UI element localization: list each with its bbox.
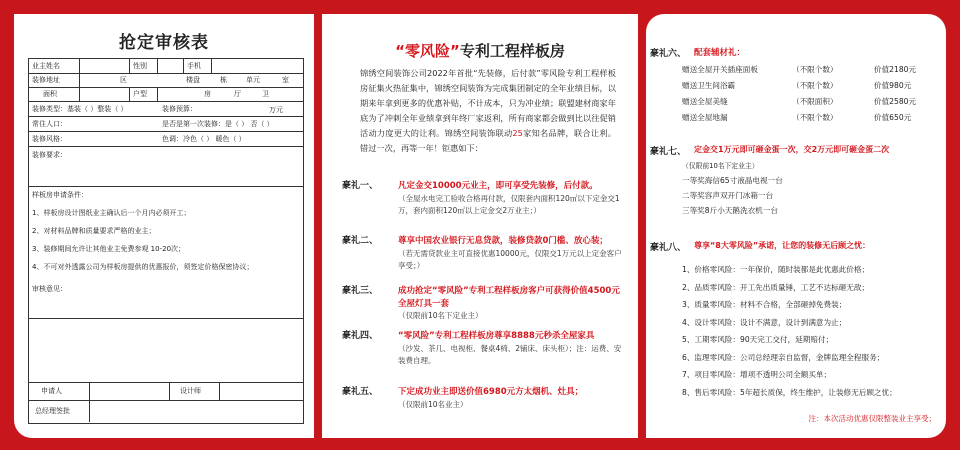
audit-form-panel [14,14,314,438]
prize-item: 二等奖容声双开门冰箱一台 [682,191,774,200]
unit-label: 单元 [246,76,260,84]
form-title: 抢定审核表 [119,33,209,53]
promo-panel [322,14,638,438]
review-area[interactable] [29,318,303,383]
gift-headline: 成功抢定“零风险”专利工程样板房客户可获得价值4500元全屋灯具一套 [398,286,620,309]
gift-detail: （若无需贷款业主可直接优惠10000元，仅限交1万元以上定金客户享受；） [398,248,622,270]
reno-type-field[interactable]: 装修类型：基装（ ）整装（ ） [32,104,128,113]
condition-item: 2、对材料品牌和质量要求严格的业主； [32,227,156,235]
gift-label: 豪礼二、 [342,236,379,246]
owner-name-label: 业主姓名 [32,62,60,70]
condition-item: 4、不可对外透露公司为样板房提供的优惠报价，须签定价格保密协议； [32,263,254,271]
risk-item: 6、监理零风险：公司总经理亲自监督，金牌监理全程服务； [682,352,885,362]
intro-text-a: 锦绣空间装饰公司2022年首批“先装修，后付款”零风险专利工程样板房征集火热征集中，锦绣空间装饰为完成集团制定的全年业绩目标，以期来年拿到更多的优惠补贴，不计成本，只为冲业绩；联盟建材商家年底为了冲刺全年业绩拿到年终厂家返利，所有商家都会做到比以往促销活动力度更大的让利。锦绣空间装饰联动 [360,68,616,138]
gift-label: 豪礼七、 [650,147,687,157]
layout-label: 户型 [129,87,157,101]
gift-detail: （仅限前10名业主） [398,399,468,409]
item-limit: （不限个数） [792,81,838,90]
gift-headline: 凡定金交10000元业主，即可享受先装修，后付款。 [398,181,598,191]
phone-field[interactable] [211,59,303,73]
first-reno-field[interactable]: 是否是第一次装修：是（ ） 否（ ） [162,119,274,128]
form-row-style [29,131,303,147]
condition-item: 1、样板房设计图纸业主确认后一个月内必须开工； [32,209,191,217]
area-field[interactable] [79,87,129,101]
gift-headline [694,240,870,251]
gift-headline: 定金交1万元即可砸金蛋一次，交2万元即可砸金蛋二次 [694,145,890,154]
promo-title-highlight: “零风险” [395,42,460,60]
budget-field[interactable]: 装修预算： [162,104,197,113]
gm-sign-field[interactable] [89,400,303,422]
risk-item: 5、工期零风险：90天完工交付，延期赔付； [682,335,834,344]
g8-post: 承诺，让您的装修无后顾之忧： [758,241,871,250]
item-name: 赠送全屋美缝 [682,97,728,106]
district-label: 区 [120,76,127,84]
gift-8-header [650,240,942,254]
gift-label: 豪礼八、 [650,243,687,253]
item-name: 赠送全屋开关插座面板 [682,65,758,74]
item-price: 价值2180元 [874,65,917,74]
intro-text-b: 家知名品牌，联合让利。错过一次，再等一年！钜惠如下： [360,128,616,153]
applicant-field[interactable] [89,382,169,400]
item-name: 赠送全屋地漏 [682,113,728,122]
requirements-label: 装修要求： [32,151,67,159]
designer-label: 设计师 [169,382,219,400]
designer-field[interactable] [219,382,303,400]
room-label: 室 [282,76,289,84]
form-row-signature [29,400,303,422]
form-row-type [29,101,303,117]
promo-title-text: 专利工程样板房 [459,42,565,60]
owner-name-field[interactable] [79,59,129,73]
gender-field[interactable] [157,59,183,73]
item-limit: （不限个数） [792,65,838,74]
g8-red: “8大零风险” [710,241,759,250]
gm-sign-label: 总经理签批 [35,407,70,415]
condition-item: 3、装修期间允许让其他业主免费参观 10-20次； [32,245,186,253]
risk-item: 7、项目零风险：增项不透明公司全额买单； [682,370,832,379]
g8-pre: 尊享 [694,241,710,250]
halls-suffix: 厅 [234,90,241,98]
layout-field[interactable] [157,87,303,101]
form-row-household [29,116,303,132]
gift-label: 豪礼四、 [342,331,379,341]
address-label: 装修地址 [32,76,60,84]
gift-headline: 配套辅材礼： [694,48,746,58]
risk-item: 1、价格零风险：一年保价，随时装都是此优惠此价格； [682,265,870,274]
form-row-applicant [29,382,303,401]
gifts-panel [646,14,946,438]
gift-label: 豪礼六、 [650,49,687,59]
risk-item: 8、售后零风险：5年超长质保，终生维护，让装修无后顾之忧； [682,387,897,397]
phone-label: 手机 [183,59,211,73]
bath-suffix: 卫 [262,90,269,98]
item-limit: （不限面积） [792,97,838,106]
prize-item: 一等奖海信65寸液晶电视一台 [682,176,783,185]
risk-item: 4、设计零风险：设计不满意，设计到满意为止； [682,317,847,327]
form-row-requirements [29,146,303,187]
color-field[interactable]: 色调：冷色（ ） 暖色（ ） [162,134,246,143]
gender-label: 性别 [129,59,157,73]
block-label: 栋 [220,76,227,84]
gift-label: 豪礼三、 [342,286,379,296]
review-label: 审核意见： [32,285,67,293]
item-price: 价值2580元 [874,97,917,106]
gift-detail: （全屋水电完工验收合格再付款，仅限套内面积120㎡以下定金交1万，套内面积120㎡以上定金交2万业主；） [398,193,620,215]
item-name: 赠送卫生间浴霸 [682,81,736,90]
intro-brand-count: 25 [512,128,523,138]
area-label: 面积 [43,90,57,98]
audit-form [28,58,304,424]
building-label: 楼盘 [186,76,200,84]
item-price: 价值650元 [874,113,912,122]
form-row-address [29,73,303,88]
item-price: 价值980元 [874,81,912,90]
applicant-label: 申请人 [41,387,62,395]
promo-intro [360,66,616,156]
promo-title [322,40,638,61]
gift-detail: （仅限前10名下定业主） [398,311,483,320]
address-field[interactable] [79,73,303,87]
gift-headline: 尊享中国农业银行无息贷款，装修贷款0门槛、放心装； [398,236,608,246]
item-limit: （不限个数） [792,113,838,122]
prize-item: 三等奖8斤小天鹅洗衣机一台 [682,206,778,215]
rooms-suffix: 房 [204,90,211,98]
gift-headline: “零风险”专利工程样板房尊享8888元秒杀全屋家具 [398,331,595,341]
gift-detail: （仅限前10名下定业主） [682,162,759,170]
gift-6-header [650,46,942,60]
gift-headline: 下定成功业主即送价值6980元方太烟机、灶具； [398,387,584,397]
conditions-title: 样板房申请条件： [32,191,88,199]
gift-7-header [650,144,942,158]
gift-detail: （沙发、茶几、电视柜、餐桌4椅、2铺床、床头柜）；注：运费、安装费自理。 [398,343,622,365]
footer-note: 注：本次活动优惠仅限整装业主享受； [808,414,936,423]
gift-label: 豪礼一、 [342,181,379,191]
form-row-conditions [29,186,303,319]
form-row-name [29,59,303,74]
budget-unit: 万元 [269,106,283,114]
household-field[interactable]: 常住人口： [32,119,67,128]
style-field[interactable]: 装修风格： [32,134,67,143]
gift-label: 豪礼五、 [342,387,379,397]
risk-item: 3、质量零风险：材料不合格，全部砸掉免费装； [682,300,847,309]
form-row-area [29,87,303,102]
risk-item: 2、品质零风险：开工先出质量锤，工艺不达标砸无敌； [682,282,870,292]
